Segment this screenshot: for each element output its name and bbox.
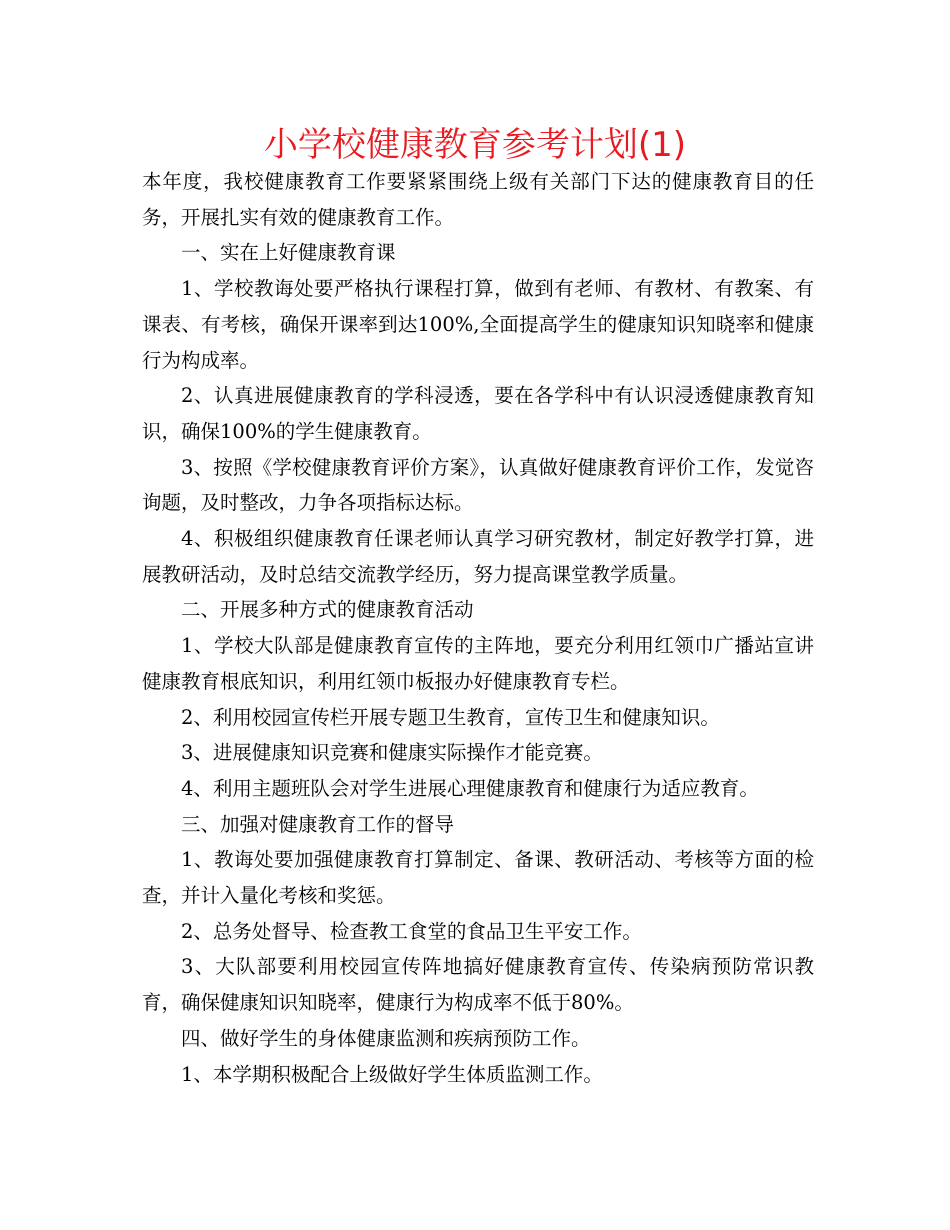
paragraph: 1、本学期积极配合上级做好学生体质监测工作。 [181,1062,603,1086]
section-heading-2: 二、开展多种方式的健康教育活动 [181,598,474,622]
paragraph: 1、学校教诲处要严格执行课程打算，做到有老师、有教材、有教案、有课表、有考核，确保开课率到达100%,全面提高学生的健康知识知晓率和健康行为构成率。 [142,277,814,372]
paragraph: 3、按照《学校健康教育评价方案》，认真做好健康教育评价工作，发觉咨询题，及时整改，力争各项指标达标。 [142,455,814,515]
paragraph: 2、利用校园宣传栏开展专题卫生教育，宣传卫生和健康知识。 [181,705,720,729]
paragraph: 4、利用主题班队会对学生进展心理健康教育和健康行为适应教育。 [181,776,759,800]
section-heading-1: 一、实在上好健康教育课 [181,241,396,265]
paragraph: 1、教诲处要加强健康教育打算制定、备课、教研活动、考核等方面的检查，并计入量化考核和奖惩。 [142,848,814,908]
paragraph-intro: 本年度，我校健康教育工作要紧紧围绕上级有关部门下达的健康教育目的任务，开展扎实有效的健康教育工作。 [142,170,814,229]
paragraph: 2、总务处督导、检查教工食堂的食品卫生平安工作。 [181,919,642,943]
paragraph: 3、进展健康知识竞赛和健康实际操作才能竞赛。 [181,741,603,765]
section-heading-4: 四、做好学生的身体健康监测和疾病预防工作。 [181,1026,591,1050]
document-body [142,164,814,1092]
paragraph: 4、积极组织健康教育任课老师认真学习研究教材，制定好教学打算，进展教研活动，及时总结交流教学经历，努力提高课堂教学质量。 [142,527,814,586]
paragraph: 1、学校大队部是健康教育宣传的主阵地，要充分利用红领巾广播站宣讲健康教育根底知识，利用红领巾板报办好健康教育专栏。 [142,634,814,693]
paragraph: 2、认真进展健康教育的学科浸透，要在各学科中有认识浸透健康教育知识，确保100%的学生健康教育。 [142,384,814,443]
paragraph: 3、大队部要利用校园宣传阵地搞好健康教育宣传、传染病预防常识教育，确保健康知识知晓率，健康行为构成率不低于80%。 [142,955,814,1015]
section-heading-3: 三、加强对健康教育工作的督导 [181,812,455,836]
document-title: 小学校健康教育参考计划(1) [263,125,687,165]
